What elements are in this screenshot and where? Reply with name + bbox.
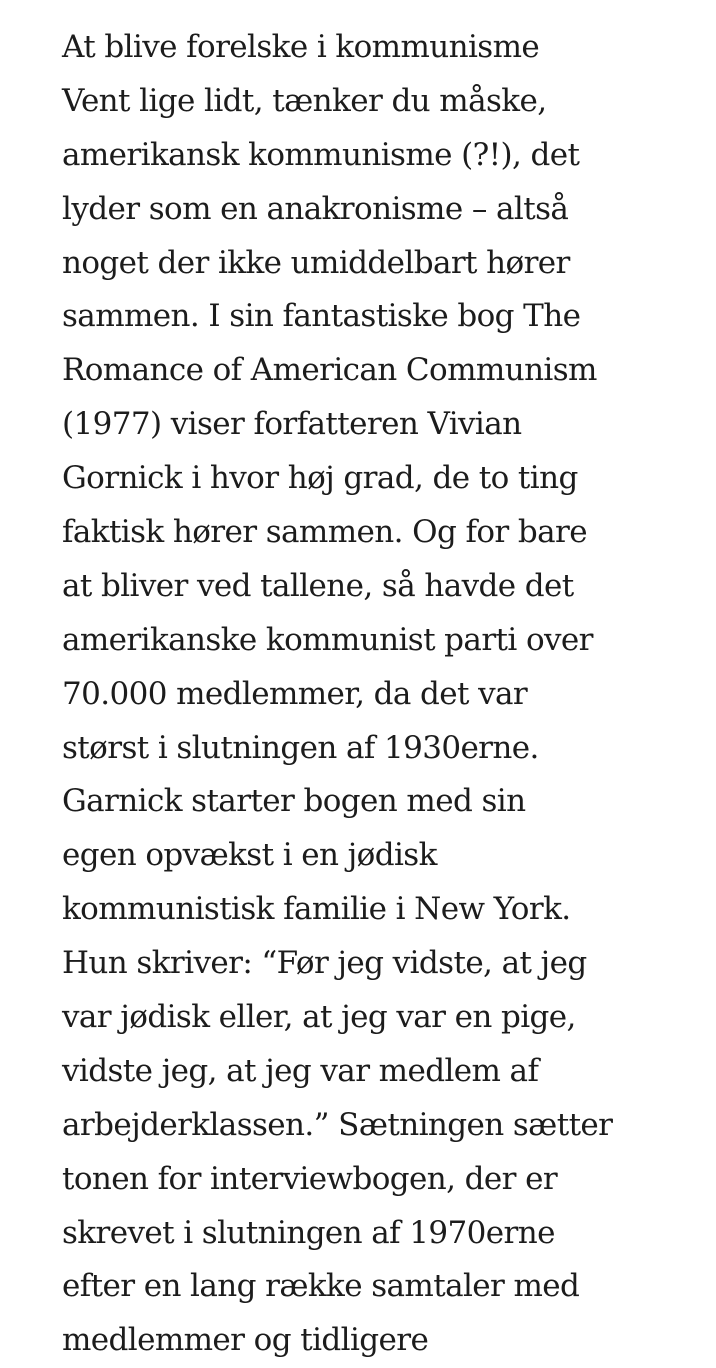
article-line: Gornick i hvor høj grad, de to ting (62, 460, 578, 497)
article-line: 70.000 medlemmer, da det var (62, 675, 528, 712)
article-line: lyder som en anakronisme – altså (62, 190, 569, 227)
article-line: at bliver ved tallene, så havde det (62, 567, 574, 604)
article-line: vidste jeg, at jeg var medlem af (62, 1052, 539, 1089)
article-line: kommunistisk familie i New York. (62, 891, 571, 928)
article-line: faktisk hører sammen. Og for bare (62, 514, 587, 551)
article-line: noget der ikke umiddelbart hører (62, 244, 570, 281)
article-line: sammen. I sin fantastiske bog The (62, 298, 581, 335)
article-line: arbejderklassen.” Sætningen sætter (62, 1106, 613, 1143)
article-line: Garnick starter bogen med sin (62, 783, 526, 820)
article-line: tonen for interviewbogen, der er (62, 1160, 558, 1197)
article-line: amerikansk kommunisme (?!), det (62, 136, 580, 173)
article-line: At blive forelske i kommunisme (62, 29, 540, 65)
article-line: medlemmer og tidligere (62, 1322, 429, 1359)
article-line: skrevet i slutningen af 1970erne (62, 1214, 555, 1251)
article-line: egen opvækst i en jødisk (62, 837, 437, 874)
article-line: efter en lang række samtaler med (62, 1268, 580, 1305)
article-line: amerikanske kommunist parti over (62, 621, 593, 658)
article-line: Hun skriver: “Før jeg vidste, at jeg (62, 945, 587, 982)
article-body (62, 21, 702, 1368)
article-line: var jødisk eller, at jeg var en pige, (62, 999, 576, 1036)
article-line: Vent lige lidt, tænker du måske, (62, 82, 547, 119)
article-line: (1977) viser forfatteren Vivian (62, 406, 522, 443)
article-line: Romance of American Communism (62, 352, 597, 389)
article-line: størst i slutningen af 1930erne. (62, 729, 539, 766)
